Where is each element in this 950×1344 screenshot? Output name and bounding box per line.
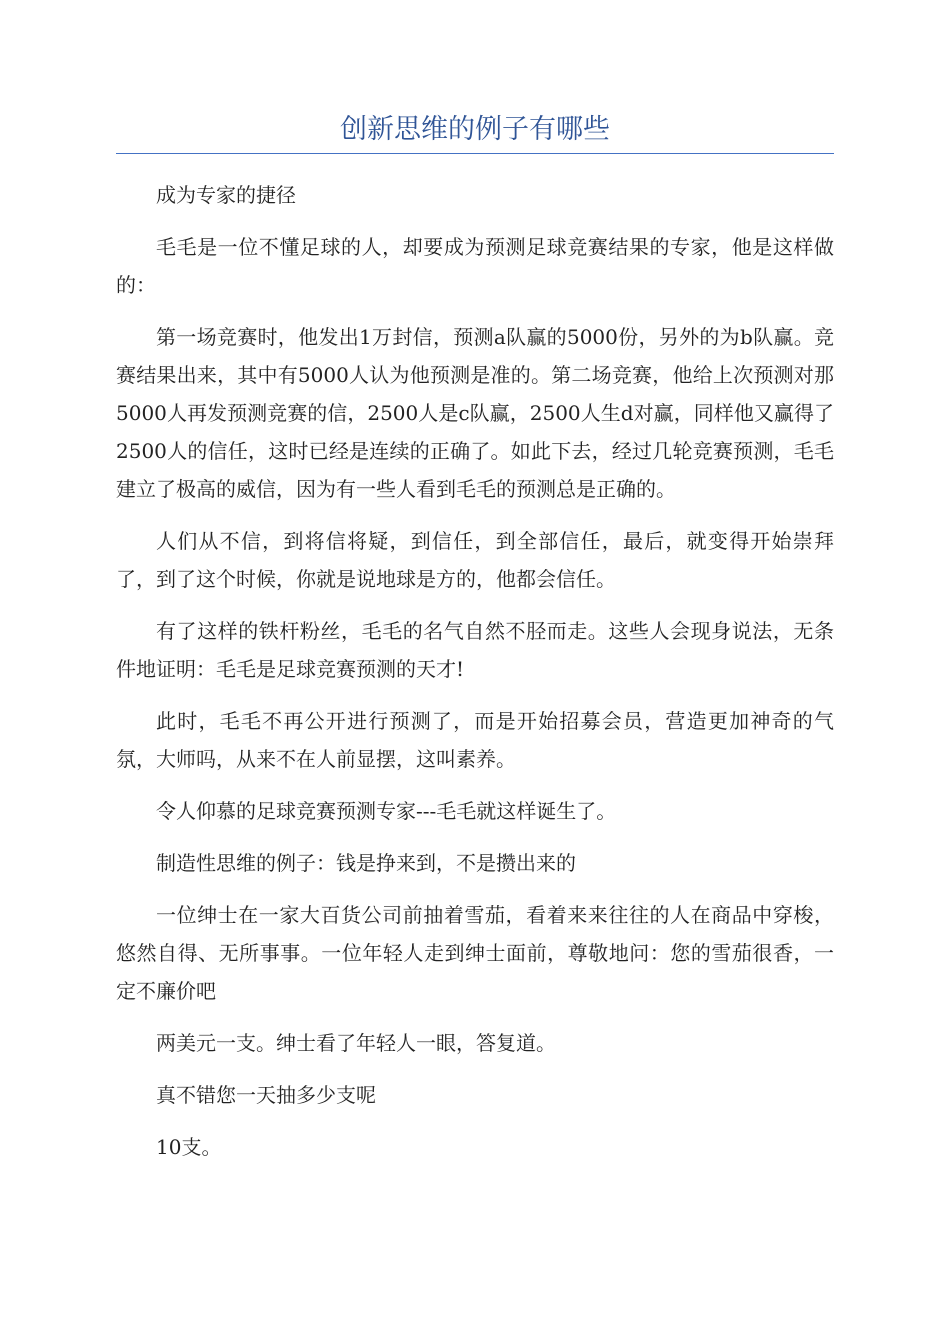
paragraph-7: 令人仰慕的足球竞赛预测专家---毛毛就这样诞生了。	[156, 799, 617, 823]
title-underline	[116, 153, 834, 154]
paragraph-9: 一位绅士在一家大百货公司前抽着雪茄，看着来来往往的人在商品中穿梭，悠然自得、无所事事。一位年轻人走到绅士面前，尊敬地问：您的雪茄很香，一定不廉价吧	[116, 903, 834, 1003]
document-body	[116, 176, 834, 1180]
paragraph-3: 第一场竞赛时，他发出1万封信，预测a队赢的5000份，另外的为b队赢。竞赛结果出来，其中有5000人认为他预测是准的。第二场竞赛，他给上次预测对那5000人再发预测竞赛的信，2500人是c队赢，2500人生d对赢，同样他又赢得了2500人的信任，这时已经是连续的正确了。如此下去，经过几轮竞赛预测，毛毛建立了极高的威信，因为有一些人看到毛毛的预测总是正确的。	[116, 325, 834, 501]
paragraph-10: 两美元一支。绅士看了年轻人一眼，答复道。	[156, 1031, 556, 1055]
paragraph-4: 人们从不信，到将信将疑，到信任，到全部信任，最后，就变得开始崇拜了，到了这个时候，你就是说地球是方的，他都会信任。	[116, 529, 834, 591]
paragraph-1: 成为专家的捷径	[156, 183, 296, 207]
paragraph-8: 制造性思维的例子：钱是挣来到，不是攒出来的	[156, 851, 576, 875]
paragraph-2: 毛毛是一位不懂足球的人，却要成为预测足球竞赛结果的专家，他是这样做的：	[116, 235, 834, 297]
paragraph-6: 此时，毛毛不再公开进行预测了，而是开始招募会员，营造更加神奇的气氛，大师吗，从来不在人前显摆，这叫素养。	[116, 709, 834, 771]
paragraph-12: 10支。	[156, 1135, 222, 1159]
paragraph-5: 有了这样的铁杆粉丝，毛毛的名气自然不胫而走。这些人会现身说法，无条件地证明：毛毛是足球竞赛预测的天才!	[116, 619, 834, 681]
paragraph-11: 真不错您一天抽多少支呢	[156, 1083, 376, 1107]
document-title: 创新思维的例子有哪些	[340, 114, 610, 145]
